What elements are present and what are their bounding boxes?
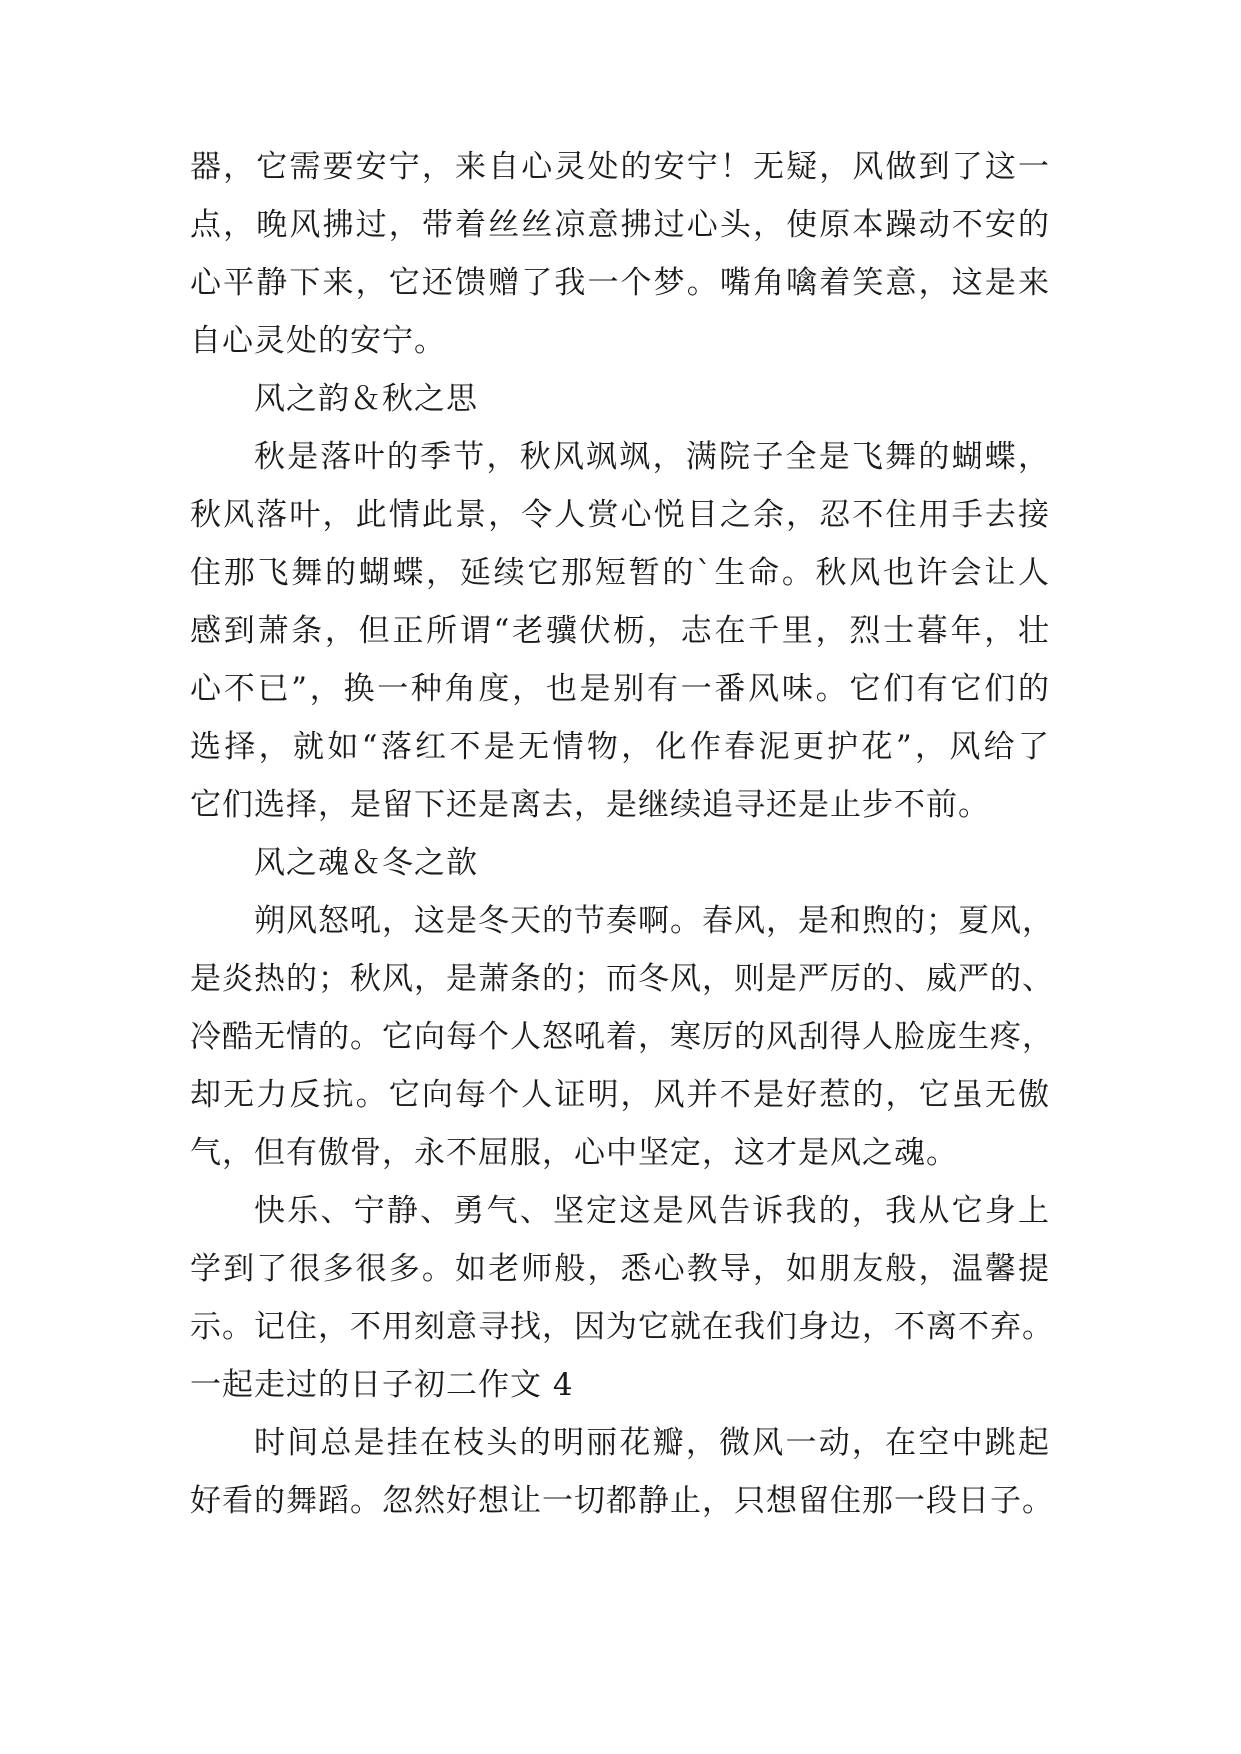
text-line: 它们选择，是留下还是离去，是继续追寻还是止步不前。 <box>190 787 990 823</box>
text-line: 住那飞舞的蝴蝶，延续它那短暂的`生命。秋风也许会让人 <box>190 555 1050 591</box>
text-line: 是炎热的；秋风，是萧条的；而冬风，则是严厉的、威严的、 <box>190 961 1054 997</box>
text-line: 快乐、宁静、勇气、坚定这是风告诉我的，我从它身上 <box>254 1193 1050 1229</box>
text-line: 好看的舞蹈。忽然好想让一切都静止，只想留住那一段日子。 <box>190 1483 1054 1519</box>
text-line: 秋风落叶，此情此景，令人赏心悦目之余，忍不住用手去接 <box>190 497 1050 533</box>
text-line: 选择，就如“落红不是无情物，化作春泥更护花”，风给了 <box>190 729 1050 765</box>
text-line: 器，它需要安宁，来自心灵处的安宁！无疑，风做到了这一 <box>190 149 1050 185</box>
text-line: 感到萧条，但正所谓“老骥伏枥，志在千里，烈士暮年，壮 <box>190 613 1050 649</box>
text-line: 示。记住，不用刻意寻找，因为它就在我们身边，不离不弃。 <box>190 1309 1054 1345</box>
text-line: 却无力反抗。它向每个人证明，风并不是好惹的，它虽无傲 <box>190 1077 1050 1113</box>
text-line: 自心灵处的安宁。 <box>190 323 446 359</box>
text-line: 秋是落叶的季节，秋风飒飒，满院子全是飞舞的蝴蝶， <box>254 439 1050 475</box>
section-heading: 风之魂＆冬之歆 <box>254 845 478 881</box>
text-line: 时间总是挂在枝头的明丽花瓣，微风一动，在空中跳起 <box>254 1425 1050 1461</box>
text-line: 冷酷无情的。它向每个人怒吼着，寒厉的风刮得人脸庞生疼， <box>190 1019 1054 1055</box>
text-line: 心平静下来，它还馈赠了我一个梦。嘴角噙着笑意，这是来 <box>190 265 1050 301</box>
section-heading: 风之韵＆秋之思 <box>254 381 478 417</box>
text-line: 点，晚风拂过，带着丝丝凉意拂过心头，使原本躁动不安的 <box>190 207 1050 243</box>
text-line: 朔风怒吼，这是冬天的节奏啊。春风，是和煦的；夏风， <box>254 903 1054 939</box>
text-line: 气，但有傲骨，永不屈服，心中坚定，这才是风之魂。 <box>190 1135 958 1171</box>
article-title: 一起走过的日子初二作文 4 <box>190 1367 574 1403</box>
text-line: 心不已”，换一种角度，也是别有一番风味。它们有它们的 <box>190 671 1050 707</box>
text-line: 学到了很多很多。如老师般，悉心教导，如朋友般，温馨提 <box>190 1251 1050 1287</box>
